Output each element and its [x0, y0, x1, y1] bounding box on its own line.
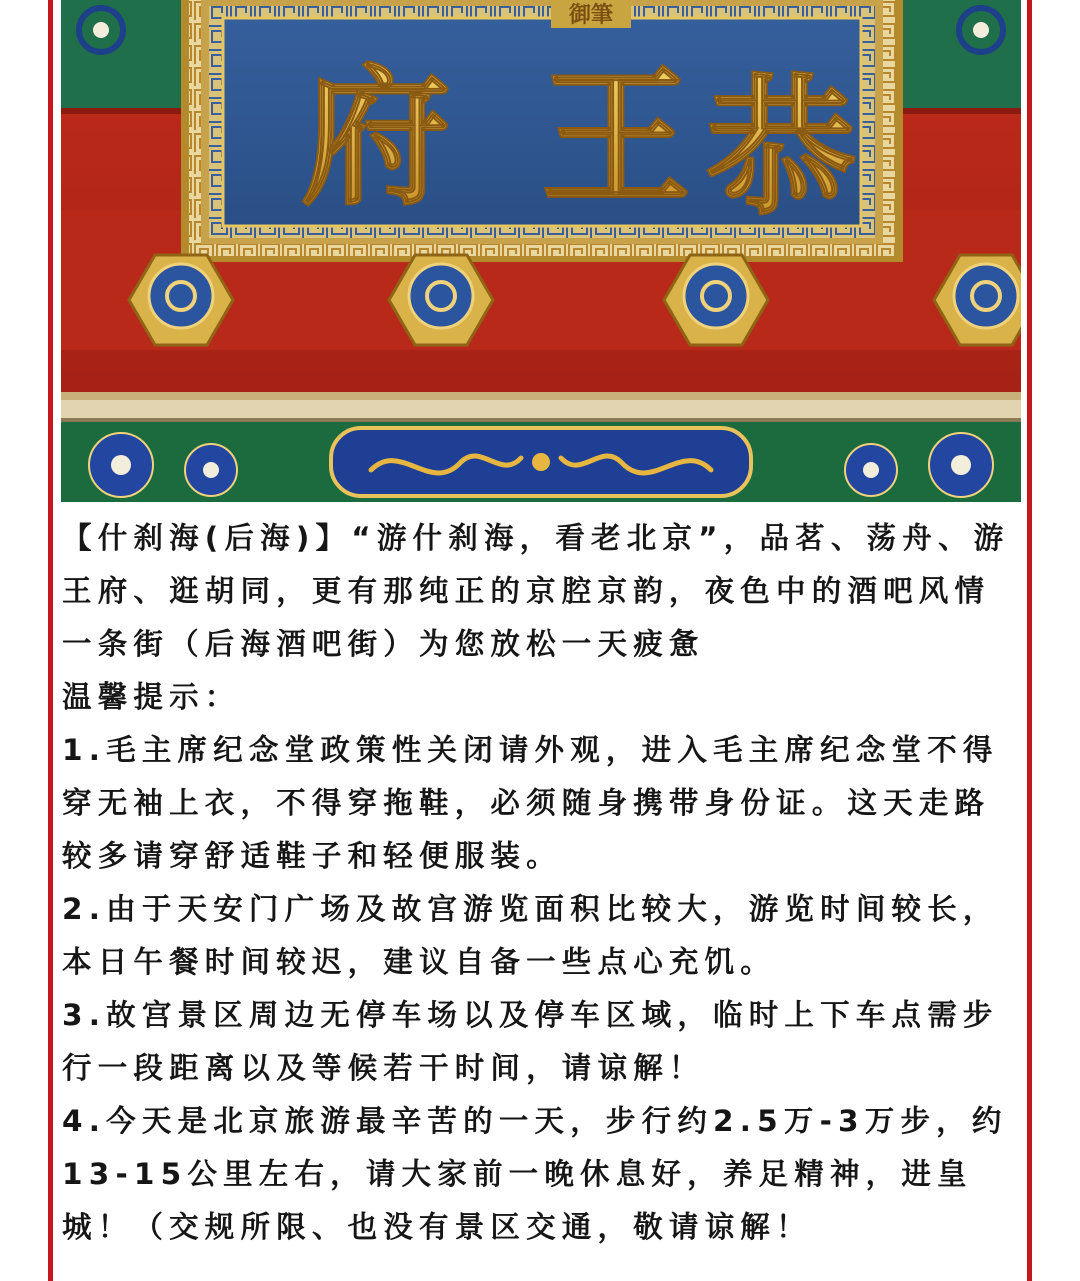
intro-paragraph: 【什刹海(后海)】“游什刹海，看老北京”，品茗、荡舟、游王府、逛胡同，更有那纯正的京腔京韵，夜色中的酒吧风情一条街（后海酒吧街）为您放松一天疲惫 [62, 521, 1010, 661]
plaque-seal-text: 御筆 [568, 2, 614, 28]
longevity-medallion [409, 264, 473, 328]
tip-item: 3.故宫景区周边无停车场以及停车区域，临时上下车点需步行一段距离以及等候若干时间，请谅解！ [62, 998, 999, 1085]
plaque-character-gong: 恭 [705, 60, 857, 236]
longevity-medallion [149, 264, 213, 328]
plaque-character-fu: 府 [300, 50, 452, 226]
prince-gong-mansion-plaque-photo [61, 0, 1021, 502]
plaque-character-wang: 王 [540, 50, 692, 226]
longevity-medallion [954, 264, 1018, 328]
tip-item: 1.毛主席纪念堂政策性关闭请外观，进入毛主席纪念堂不得穿无袖上衣，不得穿拖鞋，必须随身携带身份证。这天走路较多请穿舒适鞋子和轻便服装。 [62, 733, 999, 873]
left-border-line [48, 0, 53, 1281]
longevity-medallion [684, 264, 748, 328]
tip-item: 4.今天是北京旅游最辛苦的一天，步行约2.5万-3万步，约13-15公里左右，请大家前一晚休息好，养足精神，进皇城！（交规所限、也没有景区交通，敬请谅解！ [62, 1104, 1008, 1244]
right-border-line [1027, 0, 1032, 1281]
article-body [62, 512, 1022, 1254]
tip-item: 2.由于天安门广场及故宫游览面积比较大，游览时间较长，本日午餐时间较迟，建议自备一些点心充饥。 [62, 892, 999, 979]
tips-heading: 温馨提示： [62, 680, 241, 714]
